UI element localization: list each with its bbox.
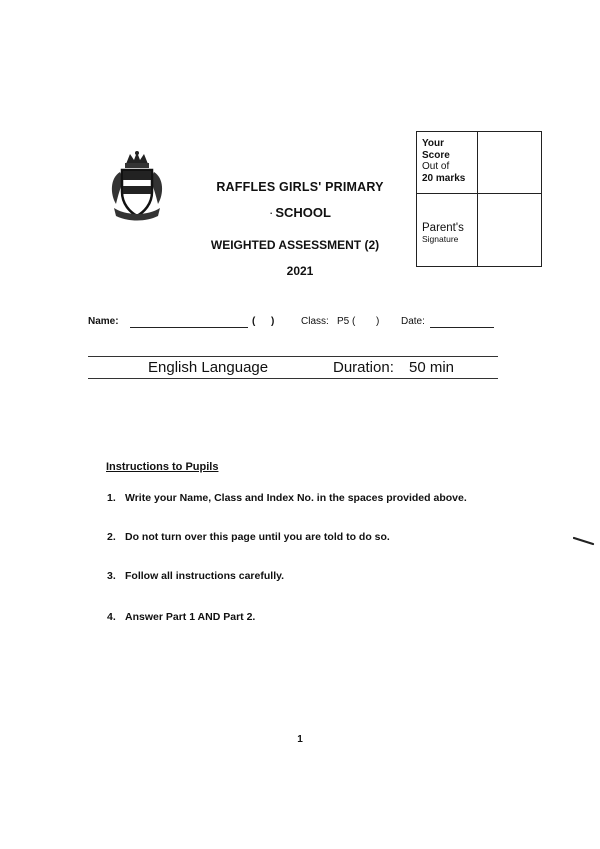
- score-label: [422, 138, 476, 184]
- instruction-number: 4.: [107, 611, 116, 623]
- parent-label: Parent's: [422, 222, 464, 234]
- subject-band-top-rule: [88, 356, 498, 357]
- name-field[interactable]: [130, 327, 248, 328]
- instruction-item: [107, 531, 390, 543]
- instruction-text: Follow all instructions carefully.: [125, 570, 285, 582]
- instruction-number: 2.: [107, 531, 116, 543]
- parent-signature-field[interactable]: [478, 194, 542, 267]
- subject-band-bottom-rule: [88, 378, 498, 379]
- name-label: Name:: [88, 316, 119, 327]
- index-close: ): [271, 316, 275, 327]
- instruction-item: [107, 492, 467, 504]
- score-label-line: Out of: [422, 161, 450, 172]
- duration-label: Duration:: [333, 359, 394, 376]
- scan-mark-icon: [573, 536, 595, 546]
- instruction-item: [107, 611, 255, 623]
- subject-name: English Language: [148, 359, 269, 376]
- score-label-line: 20 marks: [422, 172, 466, 184]
- instruction-text: Answer Part 1 AND Part 2.: [125, 611, 256, 623]
- assessment-title: WEIGHTED ASSESSMENT (2): [210, 238, 380, 252]
- class-value: P5 (: [337, 316, 356, 327]
- instruction-number: 1.: [107, 492, 116, 504]
- instruction-text: Write your Name, Class and Index No. in the spaces provided above.: [125, 492, 467, 504]
- instruction-item: [107, 570, 284, 582]
- score-label-line: Your: [422, 138, 445, 149]
- class-label: Class:: [301, 316, 329, 327]
- assessment-year: 2021: [286, 264, 314, 278]
- class-close: ): [376, 316, 380, 327]
- score-box: [416, 131, 542, 267]
- index-open: (: [252, 316, 256, 327]
- school-name-line1: RAFFLES GIRLS' PRIMARY: [216, 180, 384, 194]
- duration-value: 50 min: [409, 359, 455, 376]
- parent-signature-label: Signature: [422, 234, 459, 244]
- page-number: 1: [297, 734, 303, 745]
- score-label-line: Score: [422, 149, 450, 161]
- instruction-text: Do not turn over this page until you are told to do so.: [125, 531, 390, 543]
- student-info-row: [88, 316, 508, 332]
- instructions-heading: Instructions to Pupils: [106, 461, 219, 473]
- date-label: Date:: [401, 316, 425, 327]
- score-field[interactable]: [478, 132, 542, 193]
- date-field[interactable]: [430, 327, 494, 328]
- school-crest-icon: [108, 150, 166, 224]
- school-name-line2: · SCHOOL: [269, 205, 331, 220]
- instruction-number: 3.: [107, 570, 116, 582]
